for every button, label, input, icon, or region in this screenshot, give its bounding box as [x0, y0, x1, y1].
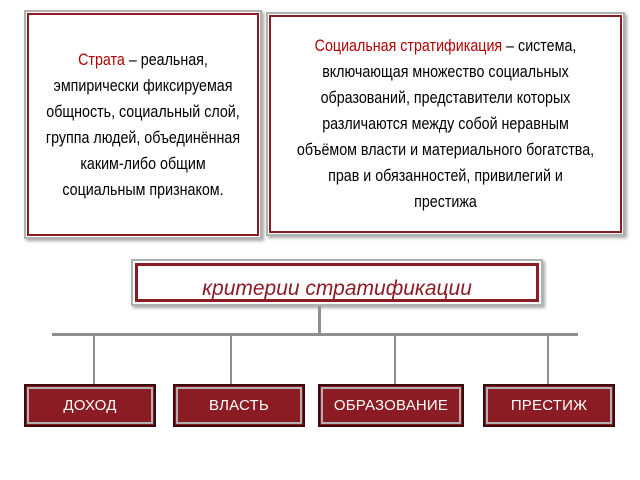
- criteria-header-box: [131, 259, 543, 306]
- criterion-prestige: [483, 384, 615, 427]
- stratification-definition: – система, включающая множество социальных образований, представители которых различаются между собой неравным объёмом власти и материального богатства, прав и обязанностей, привилегий и престижа: [296, 36, 595, 211]
- criterion-income: [24, 384, 156, 427]
- criteria-title: критерии стратификации: [202, 277, 472, 300]
- connector-bar: [52, 333, 578, 336]
- strata-definition: – реальная, эмпирически фиксируемая общность, социальный слой, группа людей, объединённая каким-либо общим социальным признаком.: [45, 49, 241, 199]
- strata-term: Страта: [78, 49, 129, 69]
- criterion-power-label: ВЛАСТЬ: [209, 397, 269, 414]
- criterion-education-label: ОБРАЗОВАНИЕ: [333, 397, 449, 414]
- stratification-definition-box: [266, 12, 625, 236]
- connector-drop-prestige: [547, 336, 549, 384]
- criterion-prestige-label: ПРЕСТИЖ: [510, 397, 588, 414]
- connector-drop-income: [93, 336, 95, 384]
- connector-drop-power: [230, 336, 232, 384]
- stratification-definition-text: [296, 33, 594, 215]
- criterion-power: [173, 384, 305, 427]
- stratification-term: Социальная стратификация: [314, 36, 503, 55]
- criterion-education: [318, 384, 464, 427]
- strata-definition-text: [45, 47, 242, 203]
- criterion-income-label: ДОХОД: [63, 397, 117, 414]
- strata-definition-box: [24, 10, 262, 239]
- connector-stem: [318, 306, 321, 334]
- connector-drop-education: [394, 336, 396, 384]
